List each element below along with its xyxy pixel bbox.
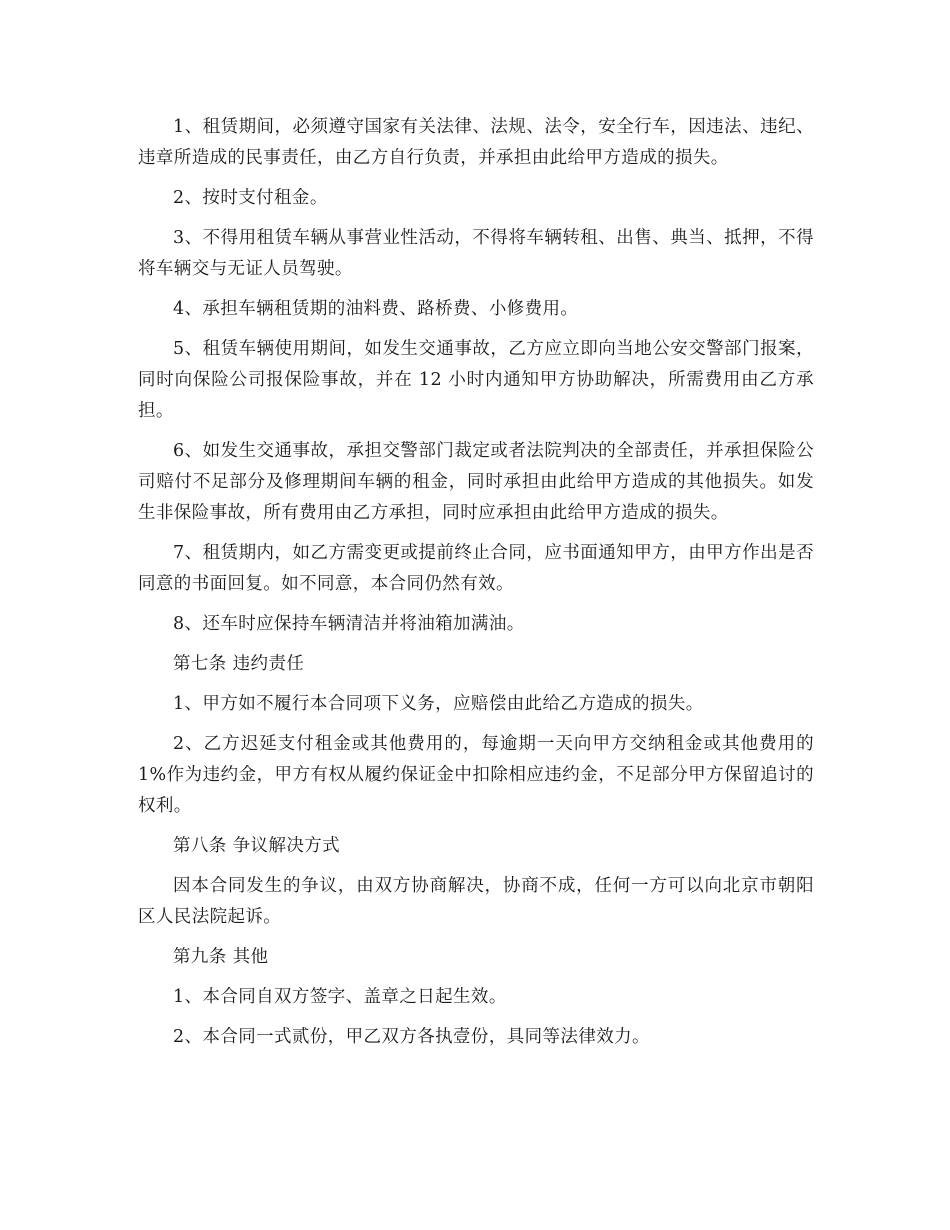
article-9-heading: 第九条 其他: [173, 947, 269, 967]
clause-5: 5、租赁车辆使用期间，如发生交通事故，乙方应立即向当地公安交警部门报案，同时向保险公司报保险事故，并在 12 小时内通知甲方协助解决，所需费用由乙方承担。: [138, 339, 814, 421]
document-page: [138, 112, 814, 1062]
clause-7: 7、租赁期内，如乙方需变更或提前终止合同，应书面通知甲方，由甲方作出是否同意的书面回复。如不同意，本合同仍然有效。: [138, 543, 814, 594]
clause-8: 8、还车时应保持车辆清洁并将油箱加满油。: [173, 614, 525, 634]
article-7-item-1: 1、甲方如不履行本合同项下义务，应赔偿由此给乙方造成的损失。: [173, 694, 704, 714]
clause-6: 6、如发生交通事故，承担交警部门裁定或者法院判决的全部责任，并承担保险公司赔付不足部分及修理期间车辆的租金，同时承担由此给甲方造成的其他损失。如发生非保险事故，所有费用由乙方承担，同时应承担由此给甲方造成的损失。: [138, 441, 814, 523]
clause-3: 3、不得用租赁车辆从事营业性活动，不得将车辆转租、出售、典当、抵押，不得将车辆交与无证人员驾驶。: [138, 228, 814, 279]
article-9-item-2: 2、本合同一式贰份，甲乙双方各执壹份，具同等法律效力。: [173, 1027, 650, 1047]
article-8-body: 因本合同发生的争议，由双方协商解决，协商不成，任何一方可以向北京市朝阳区人民法院起诉。: [138, 876, 814, 927]
article-7-heading: 第七条 违约责任: [173, 654, 305, 674]
article-7-item-2: 2、乙方迟延支付租金或其他费用的，每逾期一天向甲方交纳租金或其他费用的 1%作为违约金，甲方有权从履约保证金中扣除相应违约金，不足部分甲方保留追讨的权利。: [138, 734, 814, 816]
article-8-heading: 第八条 争议解决方式: [173, 836, 341, 856]
clause-1: 1、租赁期间，必须遵守国家有关法律、法规、法令，安全行车，因违法、违纪、违章所造成的民事责任，由乙方自行负责，并承担由此给甲方造成的损失。: [138, 117, 814, 168]
clause-2: 2、按时支付租金。: [173, 188, 328, 208]
clause-4: 4、承担车辆租赁期的油料费、路桥费、小修费用。: [173, 299, 579, 319]
article-9-item-1: 1、本合同自双方签字、盖章之日起生效。: [173, 987, 507, 1007]
